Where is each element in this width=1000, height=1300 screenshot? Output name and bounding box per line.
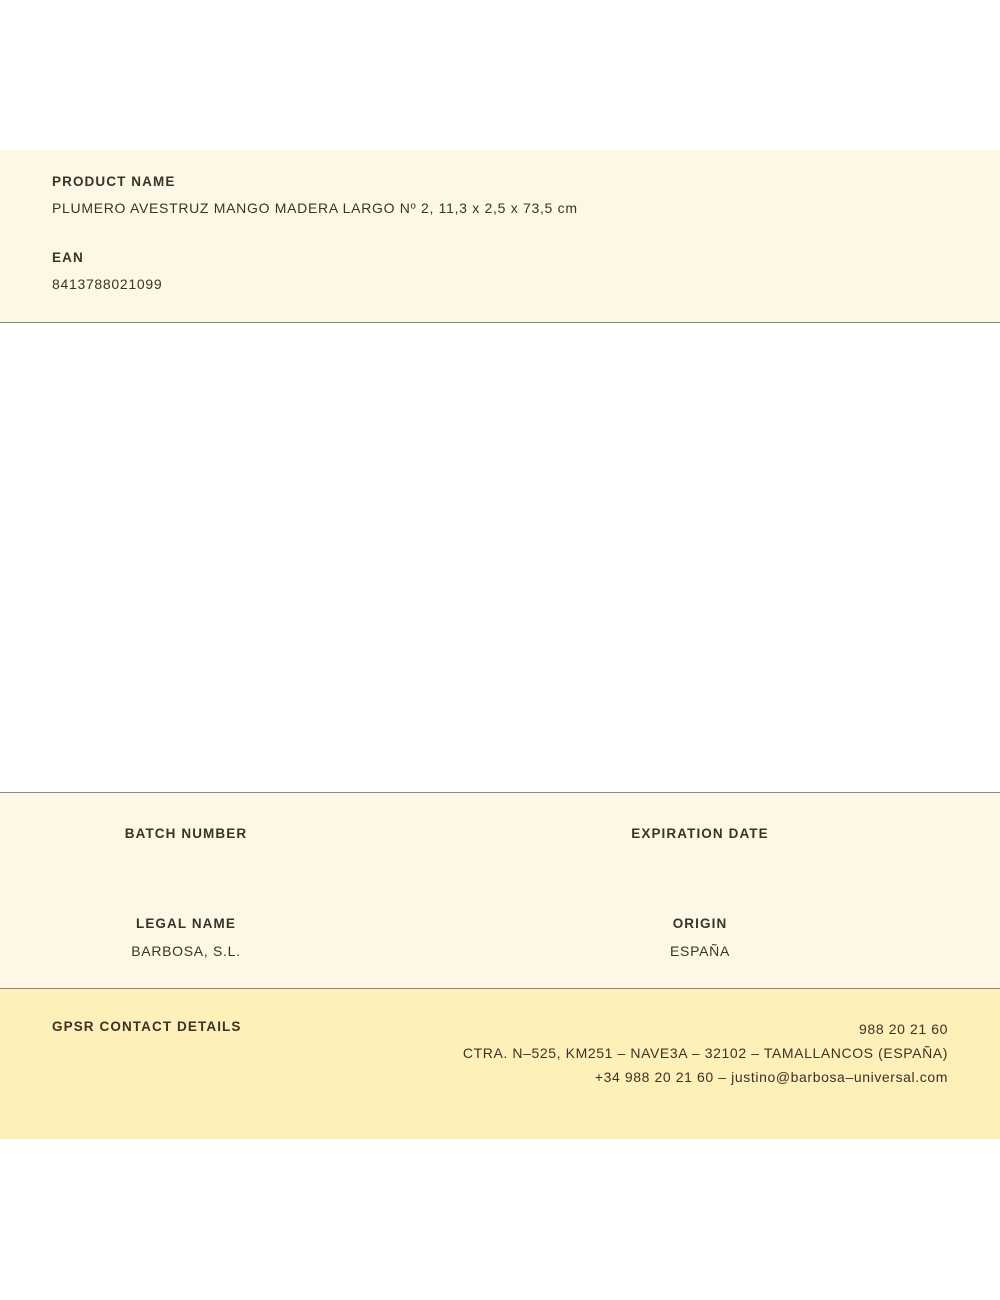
ean-value: 8413788021099 [52, 276, 163, 292]
origin-field [600, 916, 1000, 959]
product-name-label: PRODUCT NAME [52, 174, 176, 189]
gpsr-title: GPSR CONTACT DETAILS [52, 1019, 242, 1034]
gpsr-phone-email: +34 988 20 21 60 – justino@barbosa–universal.com [594, 1069, 948, 1086]
batch-row-bottom [0, 916, 1000, 959]
ean-field [52, 250, 948, 292]
expiration-date-label: EXPIRATION DATE [631, 826, 769, 841]
legal-name-label: LEGAL NAME [135, 916, 236, 931]
batch-number-field [0, 826, 600, 853]
legal-name-value: BARBOSA, S.L. [131, 943, 241, 959]
product-name-field [52, 174, 948, 216]
gpsr-contact-block [0, 989, 1000, 1139]
batch-row-top [0, 826, 1000, 853]
blank-content-area [0, 337, 1000, 792]
gpsr-contact-lines [463, 1017, 948, 1089]
gpsr-phone: 988 20 21 60 [859, 1021, 948, 1037]
batch-legal-block [0, 792, 1000, 989]
product-info-block [0, 150, 1000, 323]
ean-label: EAN [52, 250, 84, 265]
origin-value: ESPAÑA [670, 943, 730, 959]
expiration-date-field [600, 826, 1000, 853]
origin-label: ORIGIN [672, 916, 728, 931]
legal-name-field [0, 916, 600, 959]
product-name-value: PLUMERO AVESTRUZ MANGO MADERA LARGO Nº 2, 11,3 x 2,5 x 73,5 cm [52, 200, 578, 216]
batch-number-label: BATCH NUMBER [124, 826, 248, 841]
gpsr-address: CTRA. N–525, KM251 – NAVE3A – 32102 – TAMALLANCOS (ESPAÑA) [462, 1045, 948, 1062]
